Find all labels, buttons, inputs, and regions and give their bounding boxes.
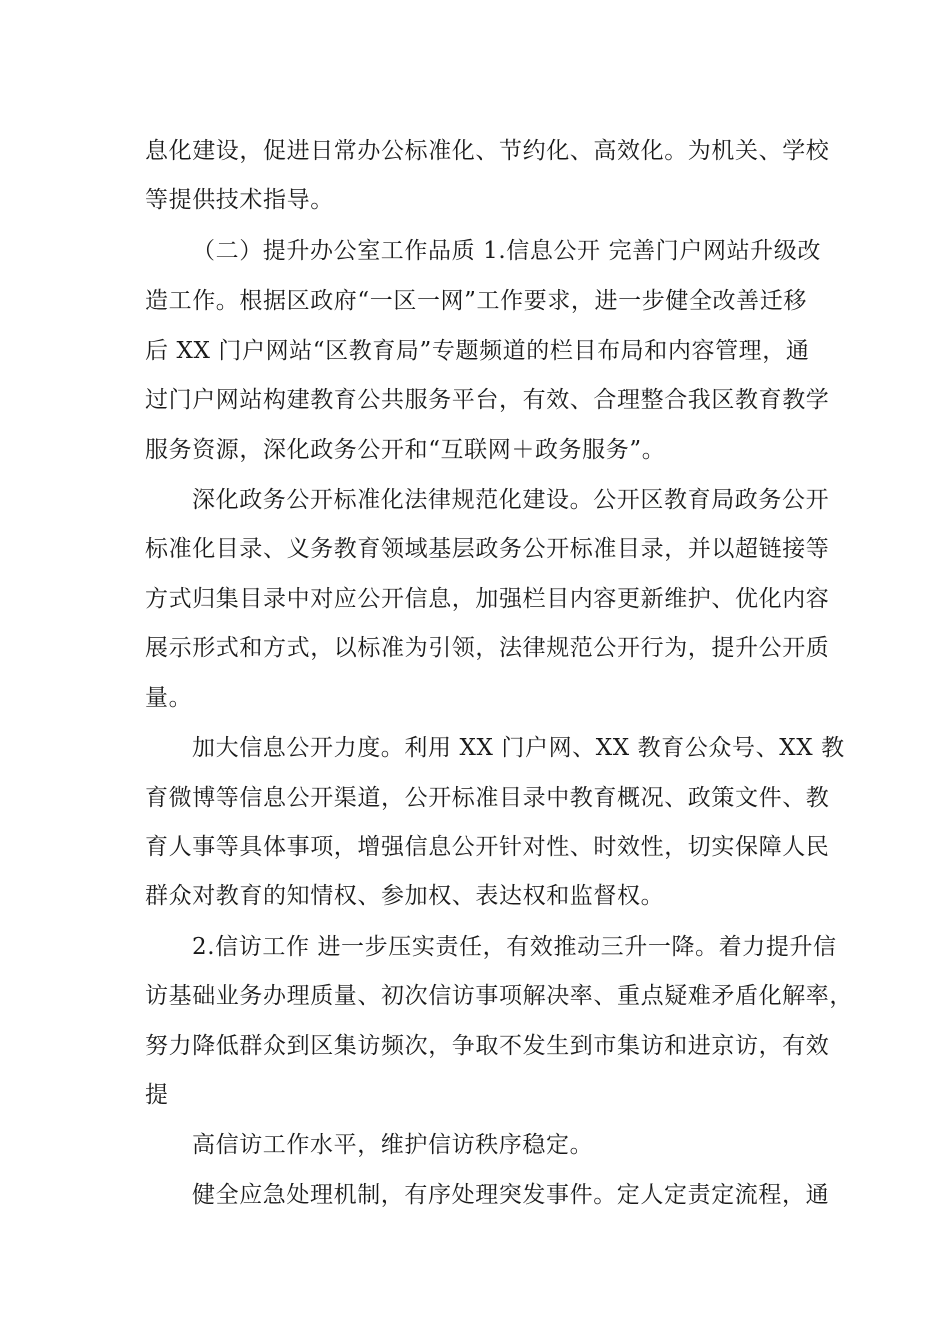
text-line: 服务资源，深化政务公开和“互联网＋政务服务”。 — [145, 437, 666, 463]
text-line: 量。 — [145, 685, 193, 711]
paragraph-start-line: 高信访工作水平，维护信访秩序稳定。 — [192, 1132, 594, 1158]
paragraph-start-line: 2.信访工作 进一步压实责任，有效推动三升一降。着力提升信 — [192, 934, 837, 960]
text-line: 过门户网站构建教育公共服务平台，有效、合理整合我区教育教学 — [145, 387, 830, 413]
text-line: 展示形式和方式，以标准为引领，法律规范公开行为，提升公开质 — [145, 635, 830, 661]
text-line: 访基础业务办理质量、初次信访事项解决率、重点疑难矛盾化解率， — [145, 983, 853, 1009]
text-line: 等提供技术指导。 — [145, 187, 334, 213]
text-line: 息化建设，促进日常办公标准化、节约化、高效化。为机关、学校 — [145, 138, 830, 164]
paragraph-start-line: 加大信息公开力度。利用 XX 门户网、XX 教育公众号、XX 教 — [192, 735, 845, 761]
text-line: 群众对教育的知情权、参加权、表达权和监督权。 — [145, 883, 665, 909]
text-line: 育人事等具体事项，增强信息公开针对性、时效性，切实保障人民 — [145, 834, 830, 860]
paragraph-start-line: （二）提升办公室工作品质 1.信息公开 完善门户网站升级改 — [192, 238, 821, 264]
paragraph-start-line: 深化政务公开标准化法律规范化建设。公开区教育局政务公开 — [192, 487, 830, 513]
text-line: 努力降低群众到区集访频次，争取不发生到市集访和进京访，有效 — [145, 1033, 830, 1059]
text-line: 提 — [145, 1082, 169, 1108]
paragraph-start-line: 健全应急处理机制，有序处理突发事件。定人定责定流程，通 — [192, 1182, 830, 1208]
text-line: 后 XX 门户网站“区教育局”专题频道的栏目布局和内容管理，通 — [145, 338, 810, 364]
text-line: 育微博等信息公开渠道，公开标准目录中教育概况、政策文件、教 — [145, 785, 830, 811]
text-line: 标准化目录、义务教育领域基层政务公开标准目录，并以超链接等 — [145, 536, 830, 562]
text-line: 造工作。根据区政府“一区一网”工作要求，进一步健全改善迁移 — [145, 288, 807, 314]
text-line: 方式归集目录中对应公开信息，加强栏目内容更新维护、优化内容 — [145, 586, 830, 612]
